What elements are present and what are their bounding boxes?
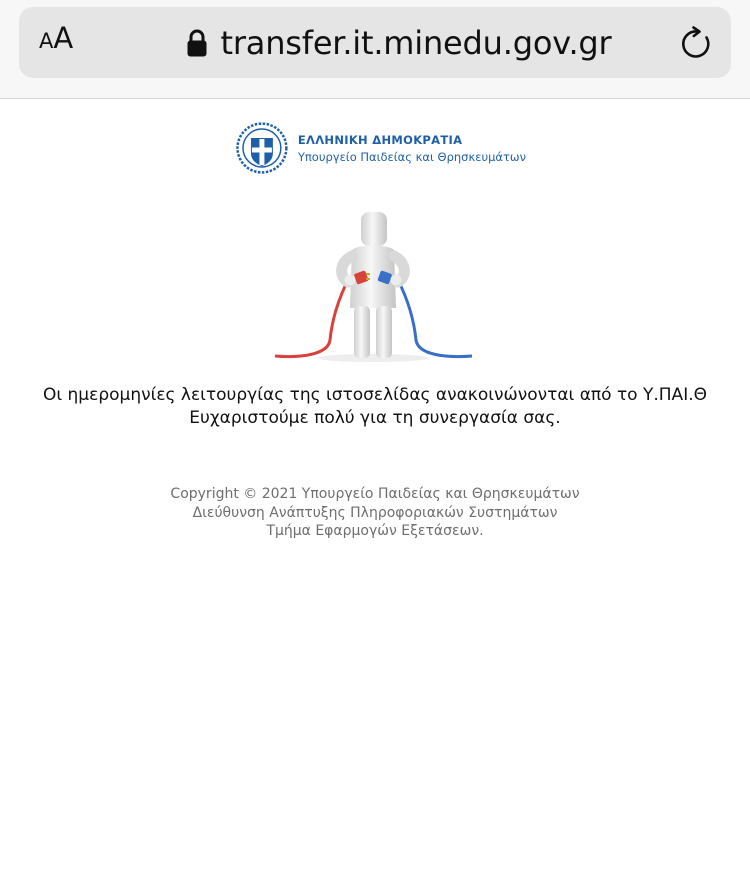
logo-text (298, 133, 526, 164)
url-display[interactable] (169, 21, 629, 65)
footer-unit: Τμήμα Εφαρμογών Εξετάσεων. (266, 523, 484, 539)
text-size-small-glyph: A (39, 29, 54, 53)
browser-toolbar (0, 0, 750, 99)
logo-subtitle: Υπουργείο Παιδείας και Θρησκευμάτων (297, 149, 526, 164)
ministry-logo (236, 121, 526, 175)
text-size-button[interactable] (39, 21, 73, 61)
lock-icon (186, 28, 208, 58)
service-notice (0, 384, 750, 430)
page-footer (0, 485, 750, 541)
person-unplugged-cables-illustration (270, 200, 476, 366)
address-bar[interactable] (19, 7, 731, 78)
footer-copyright: Copyright © 2021 Υπουργείο Παιδείας και Θρησκευμάτων (170, 486, 580, 502)
notice-dates-line: Οι ημερομηνίες λειτουργίας της ιστοσελίδας ανακοινώνονται από το Υ.ΠΑΙ.Θ (43, 385, 707, 405)
notice-thanks-line: Ευχαριστούμε πολύ για τη συνεργασία σας. (189, 408, 561, 428)
text-size-large-glyph: A (53, 21, 74, 55)
reload-icon[interactable] (679, 26, 715, 62)
url-text: transfer.it.minedu.gov.gr (220, 24, 612, 62)
logo-title: ΕΛΛΗΝΙΚΗ ΔΗΜΟΚΡΑΤΙΑ (297, 132, 463, 147)
greek-emblem-icon (236, 122, 288, 174)
footer-department: Διεύθυνση Ανάπτυξης Πληροφοριακών Συστημάτων (192, 504, 558, 521)
